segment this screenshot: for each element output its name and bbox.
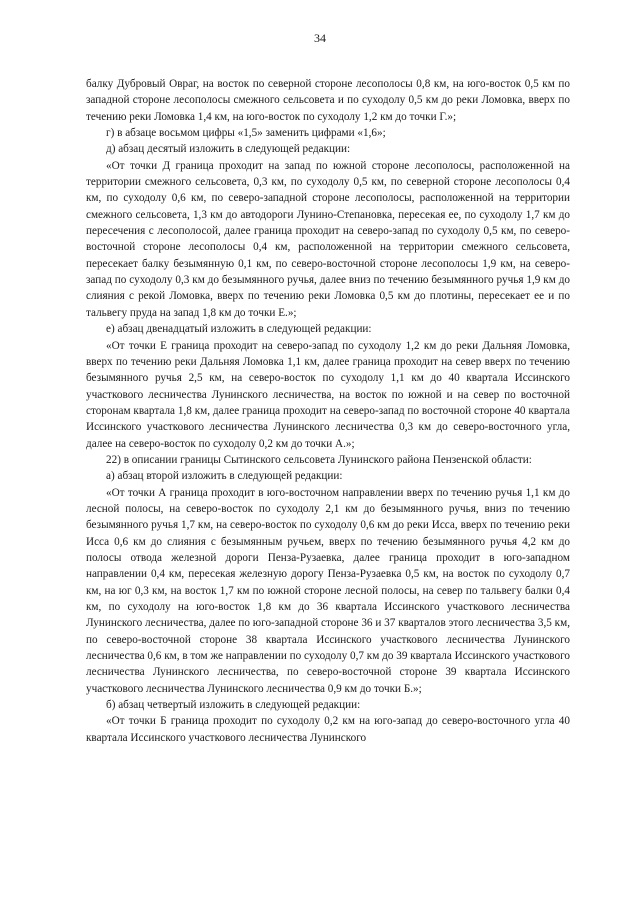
paragraph: «От точки Е граница проходит на северо-запад по суходолу 1,2 км до реки Дальняя Ломовка, вверх по течению реки Дальняя Ломовка 1,1 км, далее граница проходит на север вверх по течению безымянного ручья 2,5 км, на северо-восток по суходолу 1,1 км до 40 квартала Иссинского участкового лесничества Лунинского лесничества, на восток по южной и на север по восточной сторонам квартала 1,8 км, далее граница проходит на северо-запад по восточной стороне 40 квартала Иссинского участкового лесничества Лунинского лесничества 0,3 км до северо-восточного угла, далее на северо-восток по суходолу 0,2 км до точки А.»; [86, 339, 570, 450]
paragraph: а) абзац второй изложить в следующей редакции: [106, 470, 343, 483]
paragraph: е) абзац двенадцатый изложить в следующей редакции: [106, 323, 372, 336]
paragraph: «От точки Д граница проходит на запад по южной стороне лесополосы, расположенной на территории смежного сельсовета, 0,3 км, по суходолу 0,5 км, по северной стороне лесополосы 0,4 км, по суходолу 0,6 км, по северо-западной стороне лесополосы, расположенной на территории смежного сельсовета, 1,3 км до автодороги Лунино-Степановка, пересекая ее, по суходолу 1,7 км до пересечения с лесополосой, далее граница проходит на северо-запад по суходолу 0,5 км, по северо-восточной стороне лесополосы 0,4 км, расположенной на территории смежного сельсовета, пересекает балку безымянную 0,1 км, по северо-восточной стороне лесополосы 1,9 км, на северо-запад по суходолу 0,3 км до безымянного ручья, далее вниз по течению безымянного ручья 1,9 км до слияния с рекой Ломовка, вверх по течению реки Ломовка 0,5 км до плотины, пересекает ее и по тальвегу пруда на запад 1,8 км до точки Е.»; [86, 159, 570, 319]
page-number: 34 [314, 31, 326, 45]
paragraph: «От точки А граница проходит в юго-восточном направлении вверх по течению ручья 1,1 км до лесной полосы, на северо-восток по суходолу 2,1 км до безымянного ручья, вниз по течению безымянного ручья 1,7 км, на северо-восток по суходолу 0,6 км до реки Исса, вверх по течению реки Исса 0,6 км до слияния с безымянным ручьем, вверх по течению безымянного ручья 4,2 км до полосы отвода железной дороги Пенза-Рузаевка, далее граница проходит в юго-западном направлении 0,4 км, пересекая железную дорогу Пенза-Рузаевка 0,5 км, на восток по суходолу 0,7 км, на юг 0,3 км, на восток 1,7 км по южной стороне лесной полосы, на север по тальвегу балки 0,4 км, по суходолу на юго-восток 1,8 км до 36 квартала Иссинского участкового лесничества Лунинского лесничества, далее по юго-западной стороне 36 и 37 кварталов этого лесничества 3,5 км, по северо-восточной стороне 38 квартала Иссинского участкового лесничества Лунинского лесничества 0,6 км, в том же направлении по суходолу 0,7 км до 39 квартала Иссинского участкового лесничества Лунинского лесничества, по северо-восточной стороне 39 квартала Иссинского участкового лесничества Лунинского лесничества 0,9 км до точки Б.»; [86, 486, 570, 695]
paragraph: д) абзац десятый изложить в следующей редакции: [106, 143, 351, 156]
paragraph: г) в абзаце восьмом цифры «1,5» заменить цифрами «1,6»; [106, 127, 386, 140]
paragraph: «От точки Б граница проходит по суходолу 0,2 км на юго-запад до северо-восточного угла 40 квартала Иссинского участкового лесничества Лунинского [86, 715, 570, 744]
paragraph: б) абзац четвертый изложить в следующей редакции: [106, 699, 361, 712]
document-body [86, 76, 570, 746]
paragraph: 22) в описании границы Сытинского сельсовета Лунинского района Пензенской области: [106, 453, 532, 466]
paragraph: балку Дубровый Овраг, на восток по северной стороне лесополосы 0,8 км, на юго-восток 0,5 км по западной стороне лесополосы смежного сельсовета и по суходолу 0,5 км до реки Ломовка, вверх по течению реки Ломовка 1,4 км, на юго-восток по суходолу 1,2 км до точки Г.»; [86, 78, 570, 123]
